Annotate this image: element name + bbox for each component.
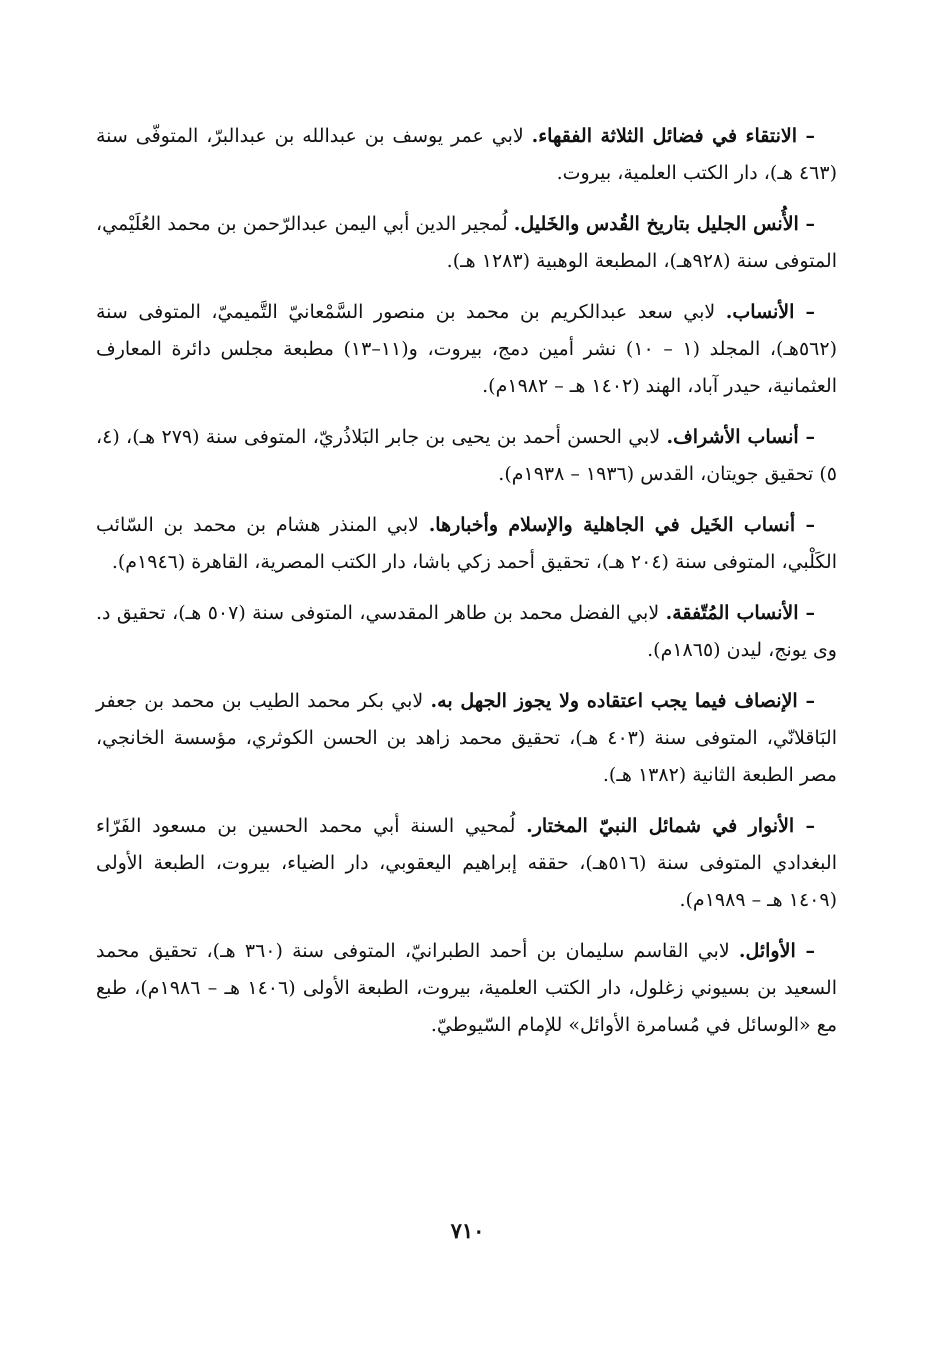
entry-body: لابي عمر يوسف بن عبدالله بن عبدالبرّ، المتوفّى سنة (٤٦٣ هـ)، دار الكتب العلمية، بيروت. — [96, 125, 837, 184]
entry-body: لابي الفضل محمد بن طاهر المقدسي، المتوفى سنة (٥٠٧ هـ)، تحقيق د. وى يونج، ليدن (١٨٦٥م). — [96, 602, 837, 661]
entry-title: – الانتقاء في فضائل الثلاثة الفقهاء. — [531, 125, 815, 147]
bibliography-entry — [96, 294, 837, 405]
bibliography-entry — [96, 808, 837, 919]
bibliography-list — [96, 118, 837, 1058]
entry-title: – أنساب الخَيل في الجاهلية والإسلام وأخبارها. — [428, 514, 815, 536]
entry-title: – أنساب الأشراف. — [666, 426, 815, 448]
entry-title: – الأنوار في شمائل النبيّ المختار. — [526, 815, 815, 837]
entry-body: لابي القاسم سليمان بن أحمد الطبرانيّ، المتوفى سنة (٣٦٠ هـ)، تحقيق محمد السعيد بن بسيوني زغلول، دار الكتب العلمية، بيروت، الطبعة الأولى (١٤٠٦ هـ – ١٩٨٦م)، طبع مع «الوسائل في مُسامرة الأوائل» للإمام السّيوطيّ. — [96, 940, 837, 1036]
bibliography-entry — [96, 206, 837, 280]
bibliography-entry — [96, 933, 837, 1044]
entry-title: – الأوائل. — [738, 940, 815, 962]
bibliography-entry — [96, 419, 837, 493]
bibliography-entry — [96, 507, 837, 581]
bibliography-entry — [96, 595, 837, 669]
entry-title: – الأنساب المُتّفقة. — [665, 602, 815, 624]
entry-title: – الأُنس الجليل بتاريخ القُدس والخَليل. — [513, 213, 815, 235]
entry-title: – الأنساب. — [725, 301, 816, 323]
entry-body: لابي الحسن أحمد بن يحيى بن جابر البَلاذُريّ، المتوفى سنة (٢٧٩ هـ)، (٤، ٥) تحقيق جويتان، القدس (١٩٣٦ – ١٩٣٨م). — [96, 426, 837, 485]
bibliography-entry — [96, 683, 837, 794]
entry-body: لُمحيي السنة أبي محمد الحسين بن مسعود الفَرّاء البغدادي المتوفى سنة (٥١٦هـ)، حققه إبراهيم اليعقوبي، دار الضياء، بيروت، الطبعة الأولى (١٤٠٩ هـ – ١٩٨٩م). — [96, 815, 837, 911]
entry-body: لابي بكر محمد الطيب بن محمد بن جعفر البَاقلانّي، المتوفى سنة (٤٠٣ هـ)، تحقيق محمد زاهد بن الحسن الكوثري، مؤسسة الخانجي، مصر الطبعة الثانية (١٣٨٢ هـ). — [96, 690, 837, 786]
entry-body: لابي المنذر هشام بن محمد بن السّائب الكَلْبي، المتوفى سنة (٢٠٤ هـ)، تحقيق أحمد زكي باشا، دار الكتب المصرية، القاهرة (١٩٤٦م). — [96, 514, 837, 573]
entry-body: لُمجير الدين أبي اليمن عبدالرّحمن بن محمد العُلَيْمي، المتوفى سنة (٩٢٨هـ)، المطبعة الوهبية (١٢٨٣ هـ). — [96, 213, 837, 272]
entry-title: – الإنصاف فيما يجب اعتقاده ولا يجوز الجهل به. — [430, 690, 815, 712]
bibliography-entry — [96, 118, 837, 192]
page-number: ٧١٠ — [450, 1218, 485, 1243]
entry-body: لابي سعد عبدالكريم بن محمد بن منصور السَّمْعانيّ التَّميميّ، المتوفى سنة (٥٦٢هـ)، المجلد (١ – ١٠) نشر أمين دمج، بيروت، و(١١–١٣) مطبعة مجلس دائرة المعارف العثمانية، حيدر آباد، الهند (١٤٠٢ هـ – ١٩٨٢م). — [96, 301, 838, 397]
